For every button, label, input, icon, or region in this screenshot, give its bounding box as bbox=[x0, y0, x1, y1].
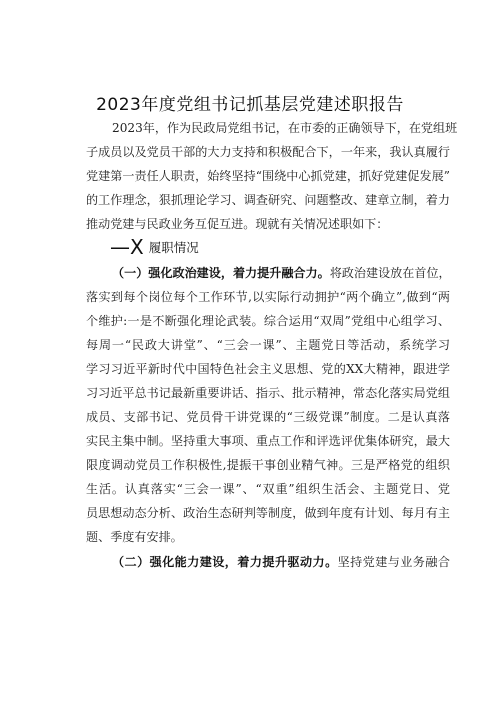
part1-line: 题、季度有安排。 bbox=[86, 530, 183, 544]
section-number: —X bbox=[110, 235, 144, 259]
section-heading bbox=[110, 237, 199, 257]
part1-line: 落实到每个岗位每个工作环节,以实际行动拥护“两个确立”,做到“两 bbox=[86, 290, 450, 304]
part1-heading: （一）强化政治建设，着力提升融合力。 bbox=[112, 266, 330, 280]
document-title: 2023年度党组书记抓基层党建述职报告 bbox=[96, 95, 404, 115]
section-label: 履职情况 bbox=[148, 240, 199, 255]
intro-line-2: 子成员以及党员干部的大力支持和积极配合下，一年来，我认真履行 bbox=[86, 145, 450, 159]
part1-line: 每周一“民政大讲堂”、“三会一课”、主题党日等活动，系统学习 bbox=[86, 338, 450, 352]
part1-line: 员思想动态分析、政治生态研判等制度，做到年度有计划、每月有主 bbox=[86, 506, 450, 520]
part2-first-rest: 坚持党建与业务融合 bbox=[337, 555, 450, 569]
intro-line-5: 推动党建与民政业务互促互进。现就有关情况述职如下： bbox=[86, 217, 389, 231]
part1-first-rest: 将政治建设放在首位， bbox=[329, 266, 451, 280]
intro-line-4: 的工作理念，狠抓理论学习、调查研究、问题整改、建章立制，着力 bbox=[86, 193, 450, 207]
part1-line: 习习近平总书记最新重要讲话、指示、批示精神，常态化落实局党组 bbox=[86, 386, 450, 400]
part2-heading: （二）强化能力建设，着力提升驱动力。 bbox=[112, 555, 338, 569]
intro-line-1: 2023年，作为民政局党组书记，在市委的正确领导下，在党组班 bbox=[112, 121, 458, 135]
part1-line: 生活。认真落实“三会一课”、“双重”组织生活会、主题党日、党 bbox=[86, 482, 450, 496]
part1-line: 学习习近平新时代中国特色社会主义思想、党的XX大精神，跟进学 bbox=[86, 362, 450, 376]
part1-line: 实民主集中制。坚持重大事项、重点工作和评选评优集体研究，最大 bbox=[86, 434, 450, 448]
part1-line: 个维护:一是不断强化理论武装。综合运用“双周”党组中心组学习、 bbox=[86, 314, 450, 328]
part1-first-line bbox=[112, 265, 450, 281]
intro-line-3: 党建第一责任人职责，始终坚持“围绕中心抓党建，抓好党建促发展” bbox=[86, 169, 450, 183]
part2-first-line bbox=[112, 554, 450, 570]
part1-line: 成员、支部书记、党员骨干讲党课的“三级党课”制度。二是认真落 bbox=[86, 410, 450, 424]
part1-line: 限度调动党员工作积极性,提振干事创业精气神。三是严格党的组织 bbox=[86, 458, 450, 472]
